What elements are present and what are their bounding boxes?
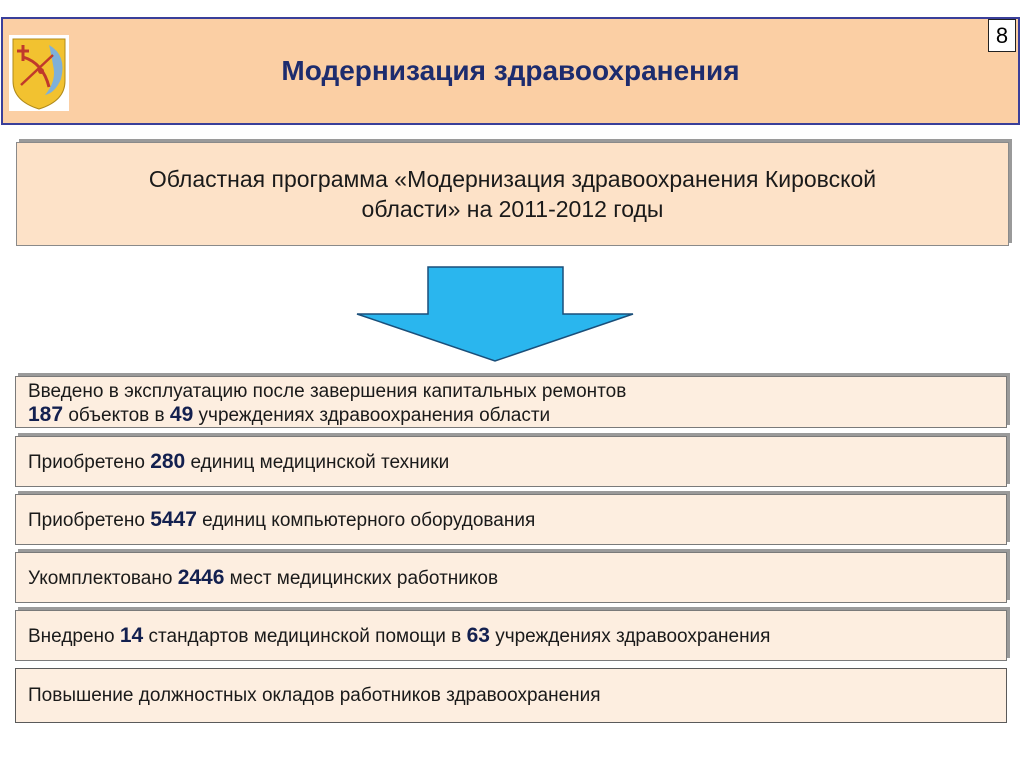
repairs-count: 187 xyxy=(28,402,64,426)
program-box xyxy=(16,142,1009,246)
list-item-staffing xyxy=(15,552,1007,603)
standards-text xyxy=(28,624,1006,648)
program-line-1: Областная программа «Модернизация здравоохранения Кировской xyxy=(148,166,877,192)
page-number: 8 xyxy=(988,19,1016,52)
page-title: Модернизация здравоохранения xyxy=(281,55,740,86)
medical-equipment-count: 280 xyxy=(150,449,186,473)
repairs-text-a: объектов в xyxy=(63,404,170,426)
list-item-medical-equipment xyxy=(15,436,1007,487)
computer-equipment-post: единиц компьютерного оборудования xyxy=(196,509,536,531)
list-item-computer-equipment xyxy=(15,494,1007,545)
staffing-pre: Укомплектовано xyxy=(28,567,178,589)
medical-equipment-pre: Приобретено xyxy=(28,451,151,473)
program-text xyxy=(149,164,876,224)
institutions-count: 49 xyxy=(169,402,194,426)
medical-equipment-post: единиц медицинской техники xyxy=(185,451,450,473)
program-line-2: области» на 2011-2012 годы xyxy=(361,196,664,222)
computer-equipment-text xyxy=(28,508,1006,532)
repairs-text-b: учреждениях здравоохранения области xyxy=(193,404,551,426)
medical-equipment-text xyxy=(28,450,1006,474)
computer-equipment-count: 5447 xyxy=(150,507,197,531)
staffing-text xyxy=(28,566,1006,590)
standards-pre: Внедрено xyxy=(28,625,120,647)
header-banner xyxy=(1,17,1020,125)
repairs-line-1: Введено в эксплуатацию после завершения капитальных ремонтов xyxy=(28,380,627,402)
standards-post: учреждениях здравоохранения xyxy=(489,625,771,647)
staffing-count: 2446 xyxy=(177,565,225,589)
standards-mid: стандартов медицинской помощи в xyxy=(143,625,467,647)
standards-count: 14 xyxy=(119,623,144,647)
down-arrow-icon xyxy=(355,265,635,363)
salaries-text: Повышение должностных окладов работников здравоохранения xyxy=(28,684,601,706)
list-item-standards xyxy=(15,610,1007,661)
computer-equipment-pre: Приобретено xyxy=(28,509,151,531)
list-item-salaries xyxy=(15,668,1007,723)
list-item-repairs xyxy=(15,376,1007,428)
staffing-post: мест медицинских работников xyxy=(224,567,499,589)
standards-institutions-count: 63 xyxy=(466,623,490,647)
repairs-line-2 xyxy=(28,403,1006,427)
